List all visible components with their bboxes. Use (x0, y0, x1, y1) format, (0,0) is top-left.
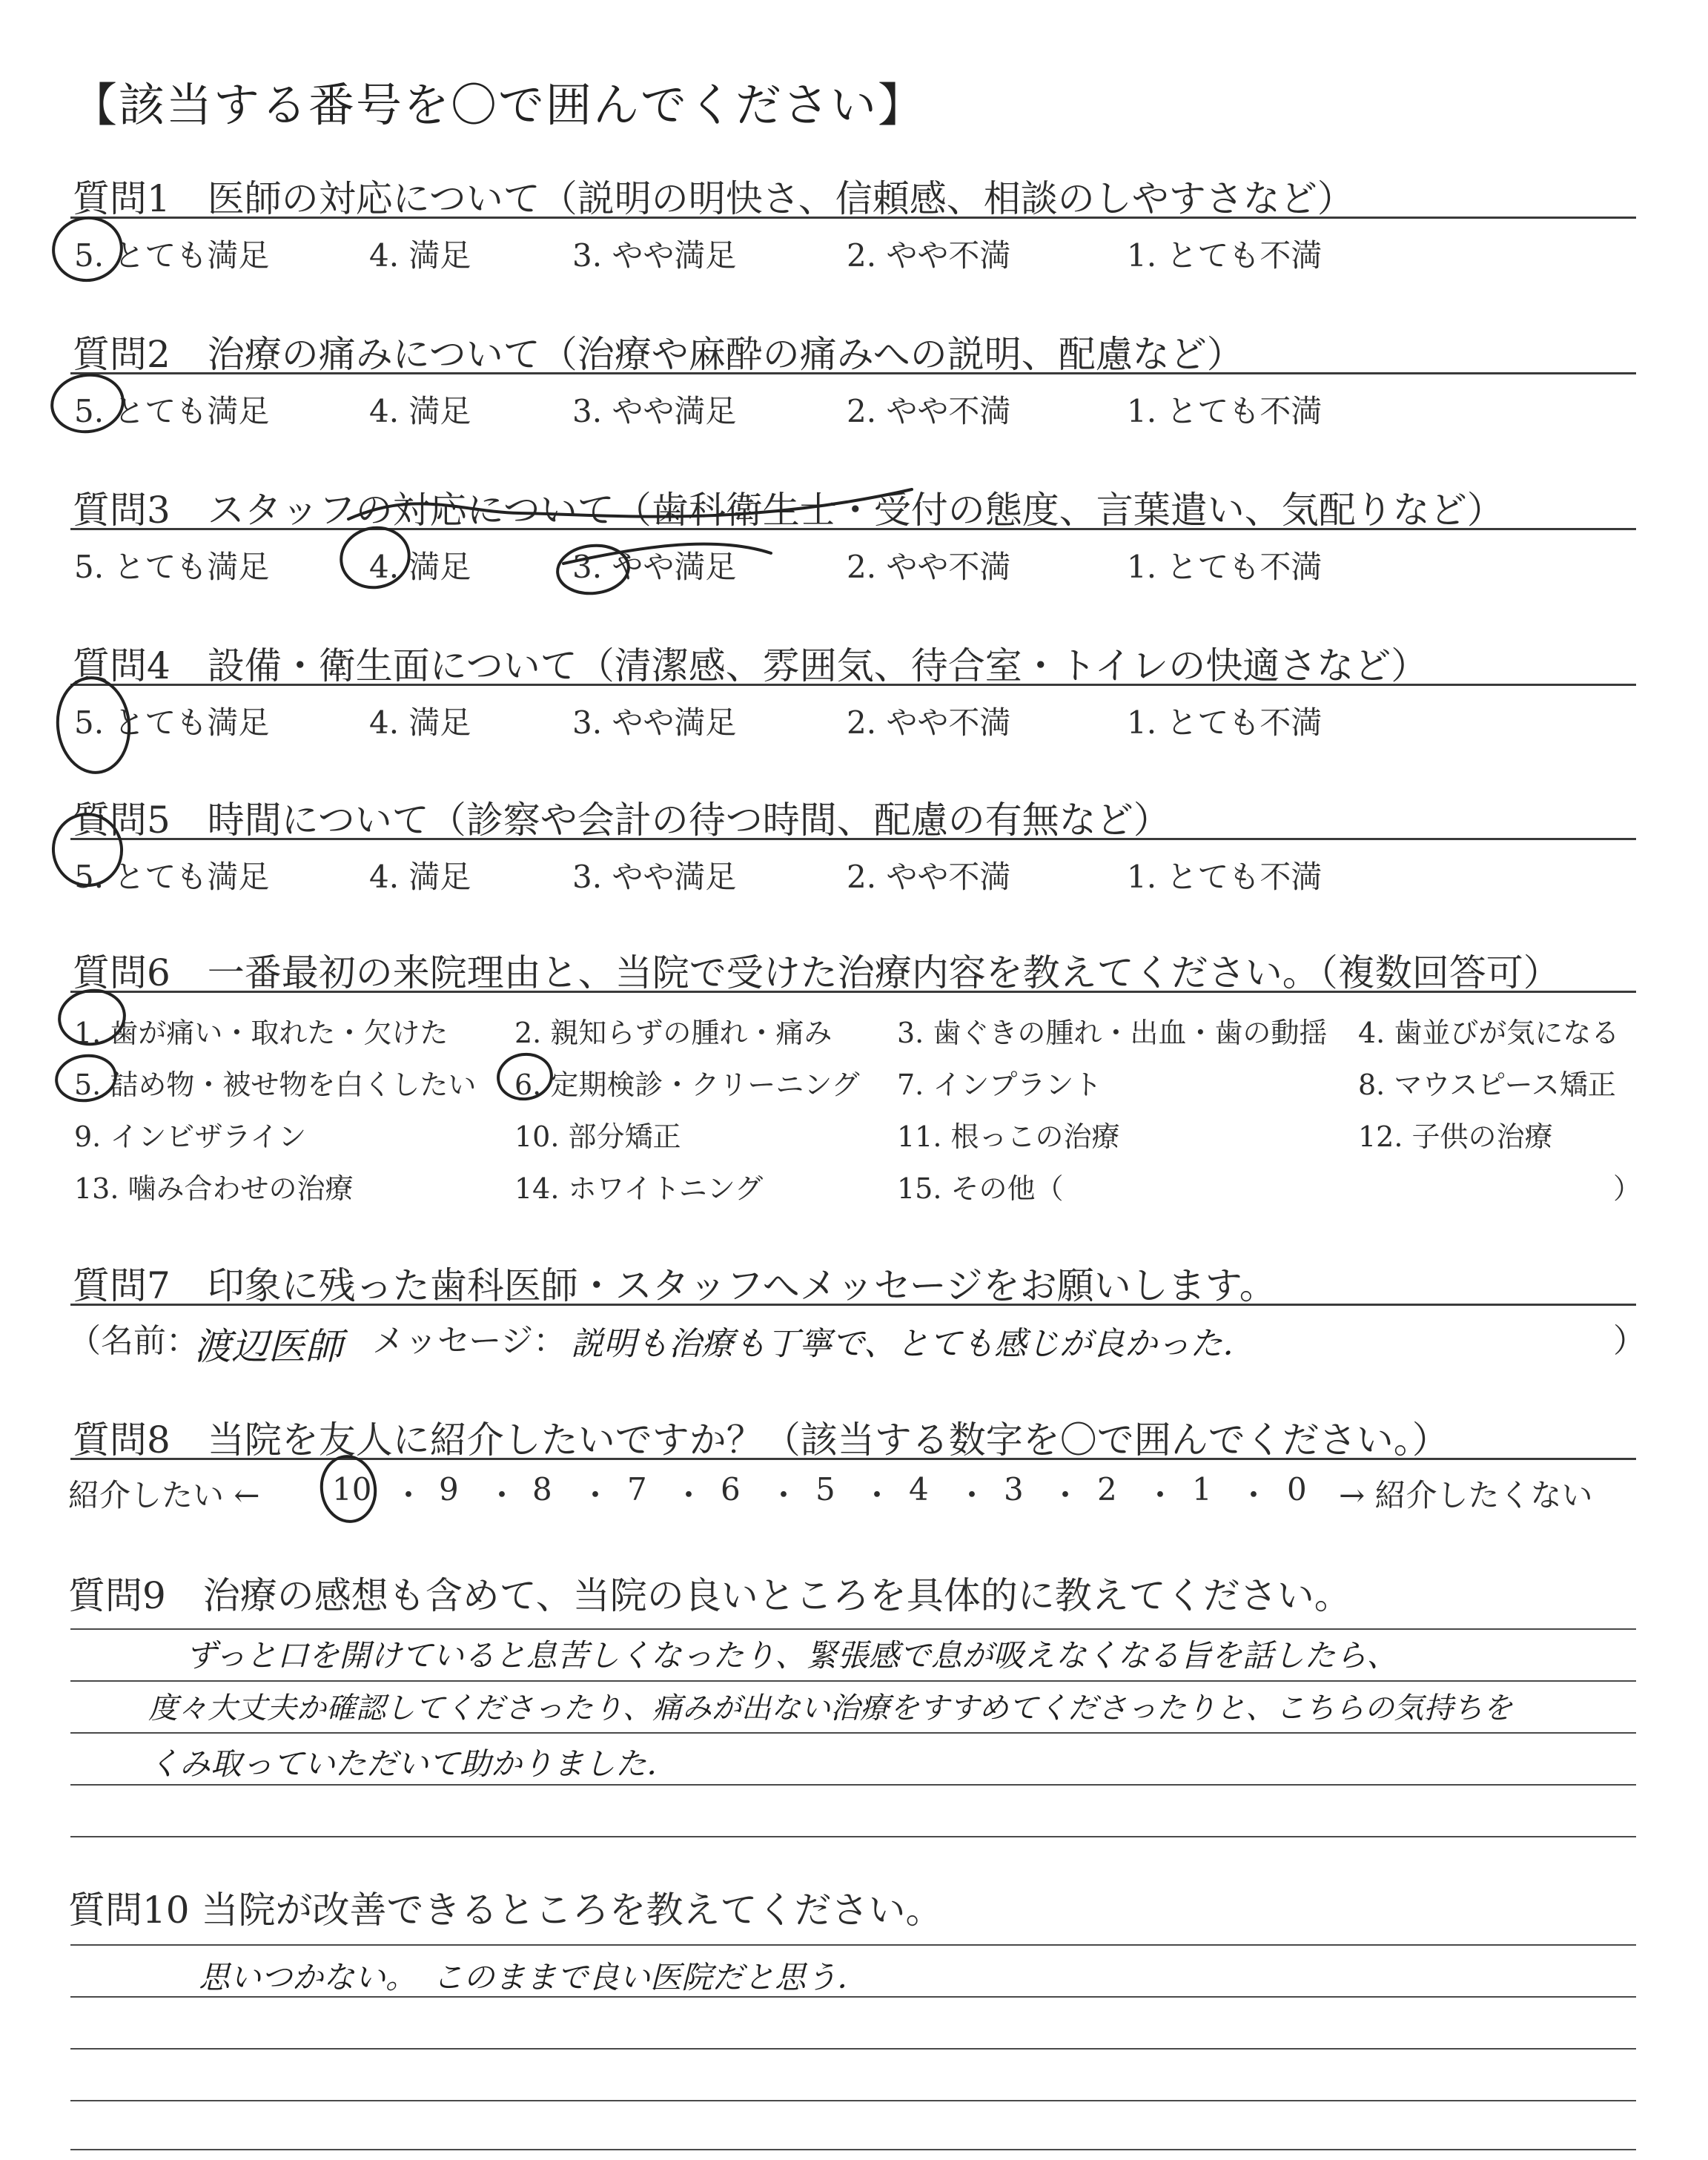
q4-option-5[interactable]: 5. とても満足 (74, 704, 270, 741)
question-5-title: 質問5 時間について（診察や会計の待つ時間、配慮の有無など） (73, 799, 1171, 842)
q6-option-6[interactable]: 6. 定期検診・クリーニング (514, 1069, 860, 1101)
question-6-title: 質問6 一番最初の来院理由と、当院で受けた治療内容を教えてください。（複数回答可） (73, 951, 1560, 994)
q5-option-4[interactable]: 4. 満足 (369, 859, 471, 895)
q6-option-8[interactable]: 8. マウスピース矯正 (1358, 1069, 1616, 1101)
q8-score-5[interactable]: 5 (815, 1471, 835, 1507)
q8-separator: ・ (393, 1477, 425, 1513)
q8-score-1[interactable]: 1 (1192, 1471, 1212, 1507)
q6-option-7[interactable]: 7. インプラント (897, 1069, 1102, 1101)
q5-option-2[interactable]: 2. やや不満 (847, 859, 1011, 895)
survey-header: 【該当する番号を〇で囲んでください】 (71, 78, 926, 132)
q3-option-5[interactable]: 5. とても満足 (74, 549, 270, 585)
q10-answer-line (70, 2100, 1636, 2101)
q8-score-10[interactable]: 10 (332, 1471, 372, 1507)
q7-name-value[interactable]: 渡辺医師 (194, 1325, 342, 1368)
q8-score-7[interactable]: 7 (627, 1471, 647, 1507)
q6-option-5[interactable]: 5. 詰め物・被せ物を白くしたい (74, 1069, 477, 1101)
q3-option-4[interactable]: 4. 満足 (369, 549, 471, 585)
q5-option-5[interactable]: 5. とても満足 (74, 859, 270, 895)
q8-score-0[interactable]: 0 (1287, 1471, 1307, 1507)
q8-separator: ・ (1238, 1477, 1270, 1513)
question-3-rule (70, 528, 1636, 530)
q2-option-5[interactable]: 5. とても満足 (74, 393, 270, 429)
q10-answer-line (70, 1944, 1636, 1946)
question-10-title: 質問10 当院が改善できるところを教えてください。 (68, 1889, 943, 1932)
question-1-rule (70, 217, 1636, 219)
q2-option-4[interactable]: 4. 満足 (369, 393, 471, 429)
q8-left-label: 紹介したい ← (68, 1477, 260, 1513)
q9-answer-text-2[interactable]: 度々大丈夫か確認してくださったり、痛みが出ない治療をすすめてくださったりと、こちらの気持ちを (148, 1691, 1513, 1725)
q6-option-15[interactable]: 15. その他（ (897, 1172, 1064, 1205)
q9-answer-line (70, 1732, 1636, 1734)
q8-separator: ・ (1050, 1477, 1082, 1513)
q8-separator: ・ (861, 1477, 893, 1513)
question-4-rule (70, 684, 1636, 686)
q5-option-3[interactable]: 3. やや満足 (572, 859, 737, 895)
q9-answer-line (70, 1628, 1636, 1630)
q8-score-4[interactable]: 4 (909, 1471, 929, 1507)
question-2-rule (70, 372, 1636, 374)
q4-option-1[interactable]: 1. とても不満 (1127, 704, 1323, 741)
q7-message-label: メッセージ： (372, 1322, 566, 1360)
q8-score-8[interactable]: 8 (532, 1471, 552, 1507)
q1-option-4[interactable]: 4. 満足 (369, 237, 471, 274)
question-6-rule (70, 991, 1636, 993)
q8-score-3[interactable]: 3 (1004, 1471, 1024, 1507)
q6-option-14[interactable]: 14. ホワイトニング (514, 1172, 764, 1205)
q6-option-9[interactable]: 9. インビザライン (74, 1120, 307, 1153)
q8-separator: ・ (1145, 1477, 1176, 1513)
q6-option-2[interactable]: 2. 親知らずの腫れ・痛み (514, 1017, 833, 1049)
question-1-title: 質問1 医師の対応について（説明の明快さ、信頼感、相談のしやすさなど） (73, 177, 1354, 220)
q10-answer-line (70, 2048, 1636, 2050)
q6-option-13[interactable]: 13. 噛み合わせの治療 (74, 1172, 354, 1205)
q4-option-4[interactable]: 4. 満足 (369, 704, 471, 741)
question-4-title: 質問4 設備・衛生面について（清潔感、雰囲気、待合室・トイレの快適さなど） (73, 644, 1429, 687)
q1-option-1[interactable]: 1. とても不満 (1127, 237, 1323, 274)
q9-answer-line (70, 1680, 1636, 1682)
q4-option-3[interactable]: 3. やや満足 (572, 704, 737, 741)
q8-separator: ・ (580, 1477, 612, 1513)
question-8-rule (70, 1458, 1636, 1460)
q10-answer-line (70, 2149, 1636, 2150)
q8-separator: ・ (956, 1477, 988, 1513)
q7-close-paren: ） (1613, 1322, 1646, 1360)
q8-separator: ・ (486, 1477, 518, 1513)
q3-option-1[interactable]: 1. とても不満 (1127, 549, 1323, 585)
question-9-title: 質問9 治療の感想も含めて、当院の良いところを具体的に教えてください。 (68, 1574, 1351, 1617)
question-7-rule (70, 1304, 1636, 1306)
q7-message-value[interactable]: 説明も治療も丁寧で、とても感じが良かった． (571, 1325, 1256, 1363)
q9-answer-text-3[interactable]: くみ取っていただいて助かりました． (148, 1745, 678, 1782)
q6-option-10[interactable]: 10. 部分矯正 (514, 1120, 681, 1153)
q3-option-2[interactable]: 2. やや不満 (847, 549, 1011, 585)
q3-option-3[interactable]: 3. やや満足 (572, 549, 737, 585)
q8-score-9[interactable]: 9 (439, 1471, 459, 1507)
q6-option-1[interactable]: 1. 歯が痛い・取れた・欠けた (74, 1017, 448, 1049)
q8-score-2[interactable]: 2 (1097, 1471, 1117, 1507)
q6-option-3[interactable]: 3. 歯ぐきの腫れ・出血・歯の動揺 (897, 1017, 1328, 1049)
q9-answer-text-1[interactable]: ずっと口を開けていると息苦しくなったり、緊張感で息が吸えなくなる旨を話したら、 (185, 1637, 1398, 1674)
q2-option-3[interactable]: 3. やや満足 (572, 393, 737, 429)
q1-option-5[interactable]: 5. とても満足 (74, 237, 270, 274)
question-7-title: 質問7 印象に残った歯科医師・スタッフへメッセージをお願いします。 (73, 1264, 1277, 1307)
q4-option-2[interactable]: 2. やや不満 (847, 704, 1011, 741)
question-3-title: 質問3 スタッフの対応について（歯科衛生士・受付の態度、言葉遣い、気配りなど） (73, 489, 1504, 532)
q5-option-1[interactable]: 1. とても不満 (1127, 859, 1323, 895)
q2-option-1[interactable]: 1. とても不満 (1127, 393, 1323, 429)
q6-other-close-paren: ） (1613, 1172, 1642, 1205)
q8-right-label: → 紹介したくない (1339, 1477, 1593, 1513)
q2-option-2[interactable]: 2. やや不満 (847, 393, 1011, 429)
q8-separator: ・ (768, 1477, 800, 1513)
q8-separator: ・ (673, 1477, 705, 1513)
q1-option-3[interactable]: 3. やや満足 (572, 237, 737, 274)
q7-name-label: （名前： (68, 1322, 199, 1360)
q6-option-11[interactable]: 11. 根っこの治療 (897, 1120, 1120, 1153)
q6-option-4[interactable]: 4. 歯並びが気になる (1358, 1017, 1620, 1049)
question-8-title: 質問8 当院を友人に紹介したいですか？（該当する数字を〇で囲んでください。） (73, 1418, 1449, 1462)
question-5-rule (70, 838, 1636, 840)
q6-option-12[interactable]: 12. 子供の治療 (1358, 1120, 1553, 1153)
q1-option-2[interactable]: 2. やや不満 (847, 237, 1011, 274)
q9-answer-line (70, 1784, 1636, 1786)
q9-answer-line (70, 1836, 1636, 1837)
q8-score-6[interactable]: 6 (721, 1471, 741, 1507)
q10-answer-text-1[interactable]: 思いつかない。 このままで良い医院だと思う． (199, 1959, 869, 1995)
question-2-title: 質問2 治療の痛みについて（治療や麻酔の痛みへの説明、配慮など） (73, 333, 1244, 376)
